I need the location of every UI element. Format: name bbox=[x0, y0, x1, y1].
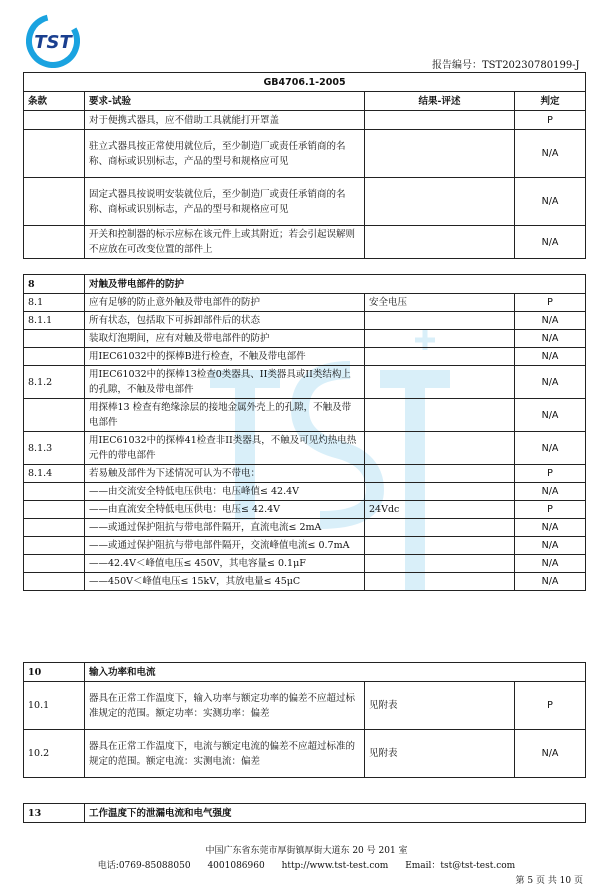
clause-cell bbox=[24, 226, 85, 259]
verdict-cell: N/A bbox=[515, 366, 586, 399]
clause-cell bbox=[24, 348, 85, 366]
clause-cell bbox=[24, 555, 85, 573]
table-row bbox=[24, 573, 586, 591]
verdict-cell: N/A bbox=[515, 432, 586, 465]
requirement-cell: 器具在正常工作温度下，输入功率与额定功率的偏差不应超过标准规定的范围。额定功率：实测功率：偏差 bbox=[85, 682, 365, 730]
verdict-cell: N/A bbox=[515, 226, 586, 259]
table-row bbox=[24, 519, 586, 537]
table-row bbox=[24, 465, 586, 483]
table-row bbox=[24, 348, 586, 366]
verdict-cell: P bbox=[515, 465, 586, 483]
table-row bbox=[24, 483, 586, 501]
col-header-verdict: 判定 bbox=[515, 92, 586, 111]
requirement-cell: ——42.4V＜峰值电压≤ 450V，其电容量≤ 0.1μF bbox=[85, 555, 365, 573]
section-title: 工作温度下的泄漏电流和电气强度 bbox=[85, 804, 586, 823]
clause-cell: 10.1 bbox=[24, 682, 85, 730]
requirement-cell: 用IEC61032中的探棒41检查非II类器具，不触及可见灼热电热元件的带电部件 bbox=[85, 432, 365, 465]
result-cell: 24Vdc bbox=[365, 501, 515, 519]
table-row bbox=[24, 432, 586, 465]
verdict-cell: N/A bbox=[515, 483, 586, 501]
requirement-cell: ——或通过保护阻抗与带电部件隔开，交流峰值电流≤ 0.7mA bbox=[85, 537, 365, 555]
requirement-cell: 驻立式器具按正常使用就位后，至少制造厂或责任承销商的名称、商标或识别标志，产品的型号和规格应可见 bbox=[85, 130, 365, 178]
requirement-cell: ——450V＜峰值电压≤ 15kV，其放电量≤ 45μC bbox=[85, 573, 365, 591]
requirements-table-main bbox=[23, 72, 586, 259]
result-cell bbox=[365, 573, 515, 591]
footer-email[interactable]: Email：tst@tst-test.com bbox=[405, 861, 516, 871]
footer-hotline: 4001086960 bbox=[207, 861, 265, 871]
table-row bbox=[24, 399, 586, 432]
table-row bbox=[24, 330, 586, 348]
result-cell bbox=[365, 226, 515, 259]
result-cell bbox=[365, 399, 515, 432]
result-cell bbox=[365, 555, 515, 573]
section-10-table bbox=[23, 662, 586, 778]
section-8-table bbox=[23, 274, 586, 591]
result-cell: 见附表 bbox=[365, 682, 515, 730]
report-number: 报告编号：TST20230780199-J bbox=[432, 60, 580, 71]
result-cell bbox=[365, 111, 515, 130]
table-row bbox=[24, 366, 586, 399]
result-cell bbox=[365, 519, 515, 537]
clause-cell bbox=[24, 130, 85, 178]
requirement-cell: 开关和控制器的标示应标在该元件上或其附近；若会引起误解则不应放在可改变位置的部件上 bbox=[85, 226, 365, 259]
table-row bbox=[24, 111, 586, 130]
table-row bbox=[24, 501, 586, 519]
clause-cell bbox=[24, 501, 85, 519]
clause-cell bbox=[24, 399, 85, 432]
table-row bbox=[24, 682, 586, 730]
verdict-cell: P bbox=[515, 682, 586, 730]
result-cell bbox=[365, 178, 515, 226]
requirement-cell: 器具在正常工作温度下，电流与额定电流的偏差不应超过标准的规定的范围。额定电流：实测电流：偏差 bbox=[85, 730, 365, 778]
table-row bbox=[24, 130, 586, 178]
requirement-cell: 应有足够的防止意外触及带电部件的防护 bbox=[85, 294, 365, 312]
footer-website[interactable]: http://www.tst-test.com bbox=[281, 861, 389, 871]
requirement-cell: 用IEC61032中的探棒13检查0类器具、II类器具或II类结构上的孔隙，不触及带电部件 bbox=[85, 366, 365, 399]
verdict-cell: N/A bbox=[515, 348, 586, 366]
verdict-cell: N/A bbox=[515, 519, 586, 537]
clause-cell: 8.1.4 bbox=[24, 465, 85, 483]
result-cell bbox=[365, 366, 515, 399]
svg-text:TST: TST bbox=[34, 32, 72, 53]
requirement-cell: 若易触及部件为下述情况可认为不带电： bbox=[85, 465, 365, 483]
table-row bbox=[24, 178, 586, 226]
verdict-cell: P bbox=[515, 294, 586, 312]
table-row bbox=[24, 555, 586, 573]
requirement-cell: 对于便携式器具，应不借助工具就能打开罩盖 bbox=[85, 111, 365, 130]
requirement-cell: ——由交流安全特低电压供电：电压峰值≤ 42.4V bbox=[85, 483, 365, 501]
result-cell bbox=[365, 465, 515, 483]
standard-title: GB4706.1-2005 bbox=[24, 73, 586, 92]
verdict-cell: N/A bbox=[515, 730, 586, 778]
clause-cell bbox=[24, 573, 85, 591]
table-row bbox=[24, 730, 586, 778]
requirement-cell: ——由直流安全特低电压供电：电压≤ 42.4V bbox=[85, 501, 365, 519]
clause-cell: 8.1.2 bbox=[24, 366, 85, 399]
clause-cell: 10.2 bbox=[24, 730, 85, 778]
section-13-table bbox=[23, 803, 586, 823]
verdict-cell: N/A bbox=[515, 573, 586, 591]
col-header-clause: 条款 bbox=[24, 92, 85, 111]
requirement-cell: 固定式器具按说明安装就位后，至少制造厂或责任承销商的名称、商标或识别标志，产品的型号和规格应可见 bbox=[85, 178, 365, 226]
clause-cell: 8.1.1 bbox=[24, 312, 85, 330]
section-number: 8 bbox=[24, 275, 85, 294]
verdict-cell: P bbox=[515, 501, 586, 519]
result-cell bbox=[365, 483, 515, 501]
section-title: 对触及带电部件的防护 bbox=[85, 275, 586, 294]
requirement-cell: ——或通过保护阻抗与带电部件隔开，直流电流≤ 2mA bbox=[85, 519, 365, 537]
result-cell bbox=[365, 537, 515, 555]
clause-cell bbox=[24, 537, 85, 555]
requirement-cell: 用IEC61032中的探棒B进行检查，不触及带电部件 bbox=[85, 348, 365, 366]
verdict-cell: N/A bbox=[515, 178, 586, 226]
section-title: 输入功率和电流 bbox=[85, 663, 586, 682]
section-number: 13 bbox=[24, 804, 85, 823]
clause-cell bbox=[24, 178, 85, 226]
result-cell bbox=[365, 130, 515, 178]
table-row bbox=[24, 312, 586, 330]
page-number: 第 5 页 共 10 页 bbox=[515, 876, 583, 886]
verdict-cell: N/A bbox=[515, 555, 586, 573]
requirement-cell: 用探棒13 检查有绝缘涂层的接地金属外壳上的孔隙，不触及带电部件 bbox=[85, 399, 365, 432]
verdict-cell: N/A bbox=[515, 537, 586, 555]
col-header-result: 结果-评述 bbox=[365, 92, 515, 111]
verdict-cell: N/A bbox=[515, 330, 586, 348]
clause-cell bbox=[24, 519, 85, 537]
company-logo bbox=[26, 14, 80, 68]
col-header-requirement: 要求-试验 bbox=[85, 92, 365, 111]
table-row bbox=[24, 226, 586, 259]
requirement-cell: 所有状态，包括取下可拆卸部件后的状态 bbox=[85, 312, 365, 330]
clause-cell: 8.1 bbox=[24, 294, 85, 312]
table-row bbox=[24, 294, 586, 312]
verdict-cell: N/A bbox=[515, 312, 586, 330]
result-cell bbox=[365, 432, 515, 465]
footer-phone: 电话:0769-85088050 bbox=[97, 861, 191, 871]
result-cell bbox=[365, 330, 515, 348]
footer-address: 中国广东省东莞市厚街镇厚街大道东 20 号 201 室 bbox=[205, 846, 408, 856]
clause-cell bbox=[24, 483, 85, 501]
section-number: 10 bbox=[24, 663, 85, 682]
clause-cell bbox=[24, 111, 85, 130]
verdict-cell: N/A bbox=[515, 130, 586, 178]
result-cell bbox=[365, 312, 515, 330]
requirement-cell: 装取灯泡期间，应有对触及带电部件的防护 bbox=[85, 330, 365, 348]
result-cell: 见附表 bbox=[365, 730, 515, 778]
result-cell: 安全电压 bbox=[365, 294, 515, 312]
result-cell bbox=[365, 348, 515, 366]
table-row bbox=[24, 537, 586, 555]
verdict-cell: P bbox=[515, 111, 586, 130]
clause-cell: 8.1.3 bbox=[24, 432, 85, 465]
clause-cell bbox=[24, 330, 85, 348]
footer-contacts bbox=[0, 858, 613, 871]
verdict-cell: N/A bbox=[515, 399, 586, 432]
